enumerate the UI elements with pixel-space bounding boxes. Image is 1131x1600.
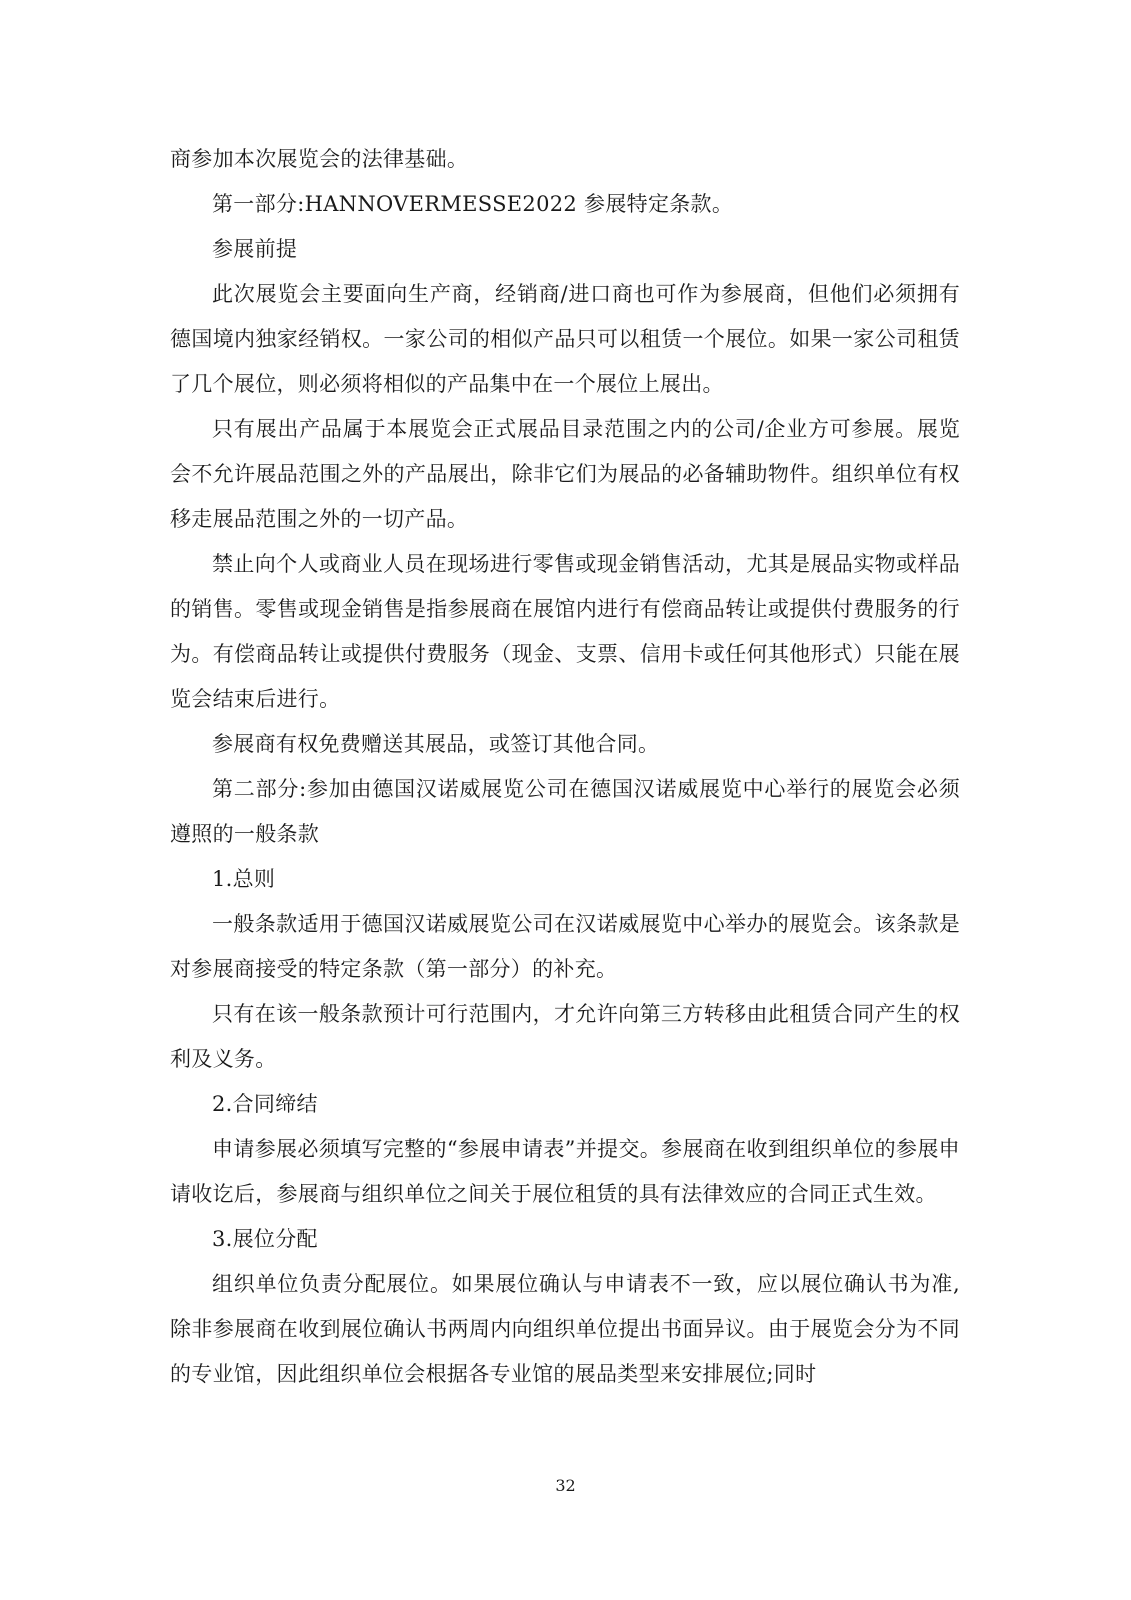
- paragraph: 参展商有权免费赠送其展品，或签订其他合同。: [212, 732, 660, 756]
- section-heading: 第二部分:参加由德国汉诺威展览公司在德国汉诺威展览中心举行的展览会必须遵照的一般条款: [170, 777, 960, 846]
- body-text: [170, 137, 960, 1397]
- paragraph: 申请参展必须填写完整的“参展申请表”并提交。参展商在收到组织单位的参展申请收讫后，参展商与组织单位之间关于展位租赁的具有法律效应的合同正式生效。: [170, 1137, 960, 1206]
- page-number: 32: [555, 1476, 576, 1495]
- paragraph: 禁止向个人或商业人员在现场进行零售或现金销售活动，尤其是展品实物或样品的销售。零售或现金销售是指参展商在展馆内进行有偿商品转让或提供付费服务的行为。有偿商品转让或提供付费服务（现金、支票、信用卡或任何其他形式）只能在展览会结束后进行。: [170, 552, 960, 711]
- paragraph: 一般条款适用于德国汉诺威展览公司在汉诺威展览中心举办的展览会。该条款是对参展商接受的特定条款（第一部分）的补充。: [170, 912, 960, 981]
- subsection-heading: 1.总则: [212, 867, 276, 891]
- paragraph: 只有展出产品属于本展览会正式展品目录范围之内的公司/企业方可参展。展览会不允许展品范围之外的产品展出，除非它们为展品的必备辅助物件。组织单位有权移走展品范围之外的一切产品。: [170, 417, 960, 531]
- subsection-heading: 3.展位分配: [212, 1227, 318, 1251]
- paragraph: 此次展览会主要面向生产商，经销商/进口商也可作为参展商，但他们必须拥有德国境内独家经销权。一家公司的相似产品只可以租赁一个展位。如果一家公司租赁了几个展位，则必须将相似的产品集中在一个展位上展出。: [170, 282, 960, 396]
- section-heading: 第一部分:HANNOVERMESSE2022 参展特定条款。: [212, 192, 734, 216]
- paragraph: 商参加本次展览会的法律基础。: [170, 147, 469, 171]
- subsection-heading: 参展前提: [212, 237, 298, 261]
- subsection-heading: 2.合同缔结: [212, 1092, 318, 1116]
- paragraph: 组织单位负责分配展位。如果展位确认与申请表不一致，应以展位确认书为准,除非参展商在收到展位确认书两周内向组织单位提出书面异议。由于展览会分为不同的专业馆，因此组织单位会根据各专业馆的展品类型来安排展位;同时: [170, 1272, 960, 1386]
- paragraph: 只有在该一般条款预计可行范围内，才允许向第三方转移由此租赁合同产生的权利及义务。: [170, 1002, 960, 1071]
